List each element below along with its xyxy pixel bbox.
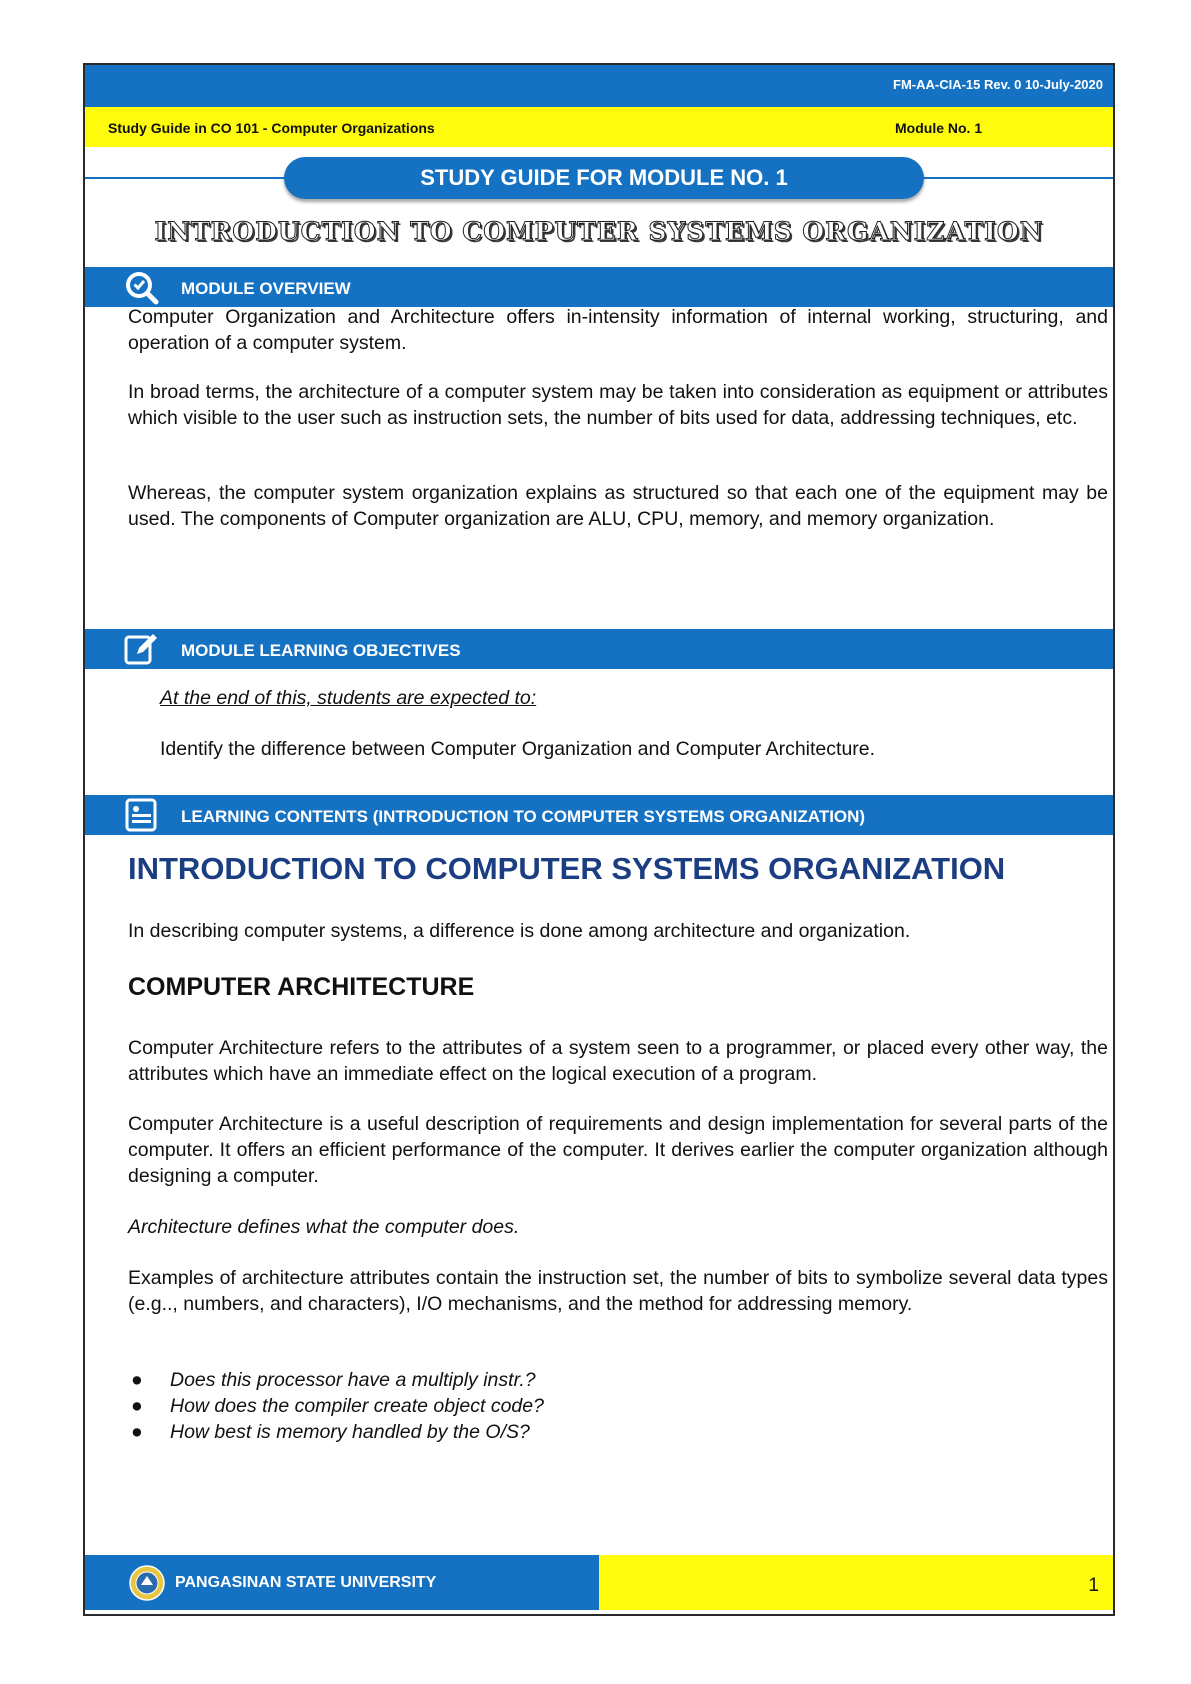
form-code: FM-AA-CIA-15 Rev. 0 10-July-2020 [893,77,1103,92]
magnifier-check-icon [123,269,159,305]
bullet-icon: ● [131,1395,143,1417]
content-paragraph: Examples of architecture attributes contain the instruction set, the number of bits to symbolize several data types (e.g.., numbers, and characters), I/O mechanisms, and the method for addressing memory. [128,1267,1108,1315]
content-paragraph: Computer Architecture refers to the attributes of a system seen to a programmer, or placed every other way, the attributes which have an immediate effect on the logical execution of a program. [128,1037,1108,1085]
page-number: 1 [1088,1575,1099,1596]
section-label: MODULE LEARNING OBJECTIVES [181,641,461,660]
module-number: Module No. 1 [895,120,983,136]
question-list [128,1367,544,1445]
edit-pencil-icon [123,631,159,667]
overview-paragraph: In broad terms, the architecture of a computer system may be taken into consideration as equipment or attributes which visible to the user such as instruction sets, the number of bits used for data, addressing techniques, etc. [128,381,1108,429]
study-guide-title: Study Guide in CO 101 - Computer Organizations [108,120,435,136]
header-subbar [85,107,1113,147]
bullet-icon: ● [131,1421,143,1443]
university-seal-icon [128,1564,166,1602]
footer-bar [85,1555,599,1610]
document-list-icon [123,797,159,833]
bullet-icon: ● [131,1369,143,1391]
section-bar-overview [85,267,1113,307]
header-bar [85,65,1113,107]
section-bar-contents [85,795,1113,835]
section-label: LEARNING CONTENTS (INTRODUCTION TO COMPUTER SYSTEMS ORGANIZATION) [181,807,866,826]
footer-page-area [599,1555,1115,1610]
section-label: MODULE OVERVIEW [181,279,351,298]
content-heading: INTRODUCTION TO COMPUTER SYSTEMS ORGANIZATION [128,851,1006,886]
list-item-text: How best is memory handled by the O/S? [170,1421,530,1443]
university-name: PANGASINAN STATE UNIVERSITY [175,1574,437,1591]
section-bar-objectives [85,629,1113,669]
list-item [128,1393,544,1419]
list-item [128,1367,544,1393]
document-page [83,63,1115,1616]
module-banner: STUDY GUIDE FOR MODULE NO. 1 [284,157,924,199]
objectives-intro: At the end of this, students are expected to: [160,687,537,709]
italic-note: Architecture defines what the computer does. [128,1216,520,1238]
objective-item: Identify the difference between Computer Organization and Computer Architecture. [160,738,876,760]
overview-paragraph: Whereas, the computer system organization explains as structured so that each one of the equipment may be used. The components of Computer organization are ALU, CPU, memory, and memory organization. [128,482,1108,530]
document-title: INTRODUCTION TO COMPUTER SYSTEMS ORGANIZATION [154,217,1044,246]
content-subheading: COMPUTER ARCHITECTURE [128,973,475,1001]
content-paragraph: Computer Architecture is a useful description of requirements and design implementation for several parts of the computer. It offers an efficient performance of the computer. It derives earlier the computer organization although designing a computer. [128,1113,1108,1187]
list-item-text: How does the compiler create object code? [170,1395,544,1417]
list-item-text: Does this processor have a multiply instr.? [170,1369,536,1391]
list-item [128,1419,544,1445]
content-intro: In describing computer systems, a difference is done among architecture and organization. [128,920,911,942]
overview-paragraph: Computer Organization and Architecture offers in-intensity information of internal working, structuring, and operation of a computer system. [128,306,1108,354]
